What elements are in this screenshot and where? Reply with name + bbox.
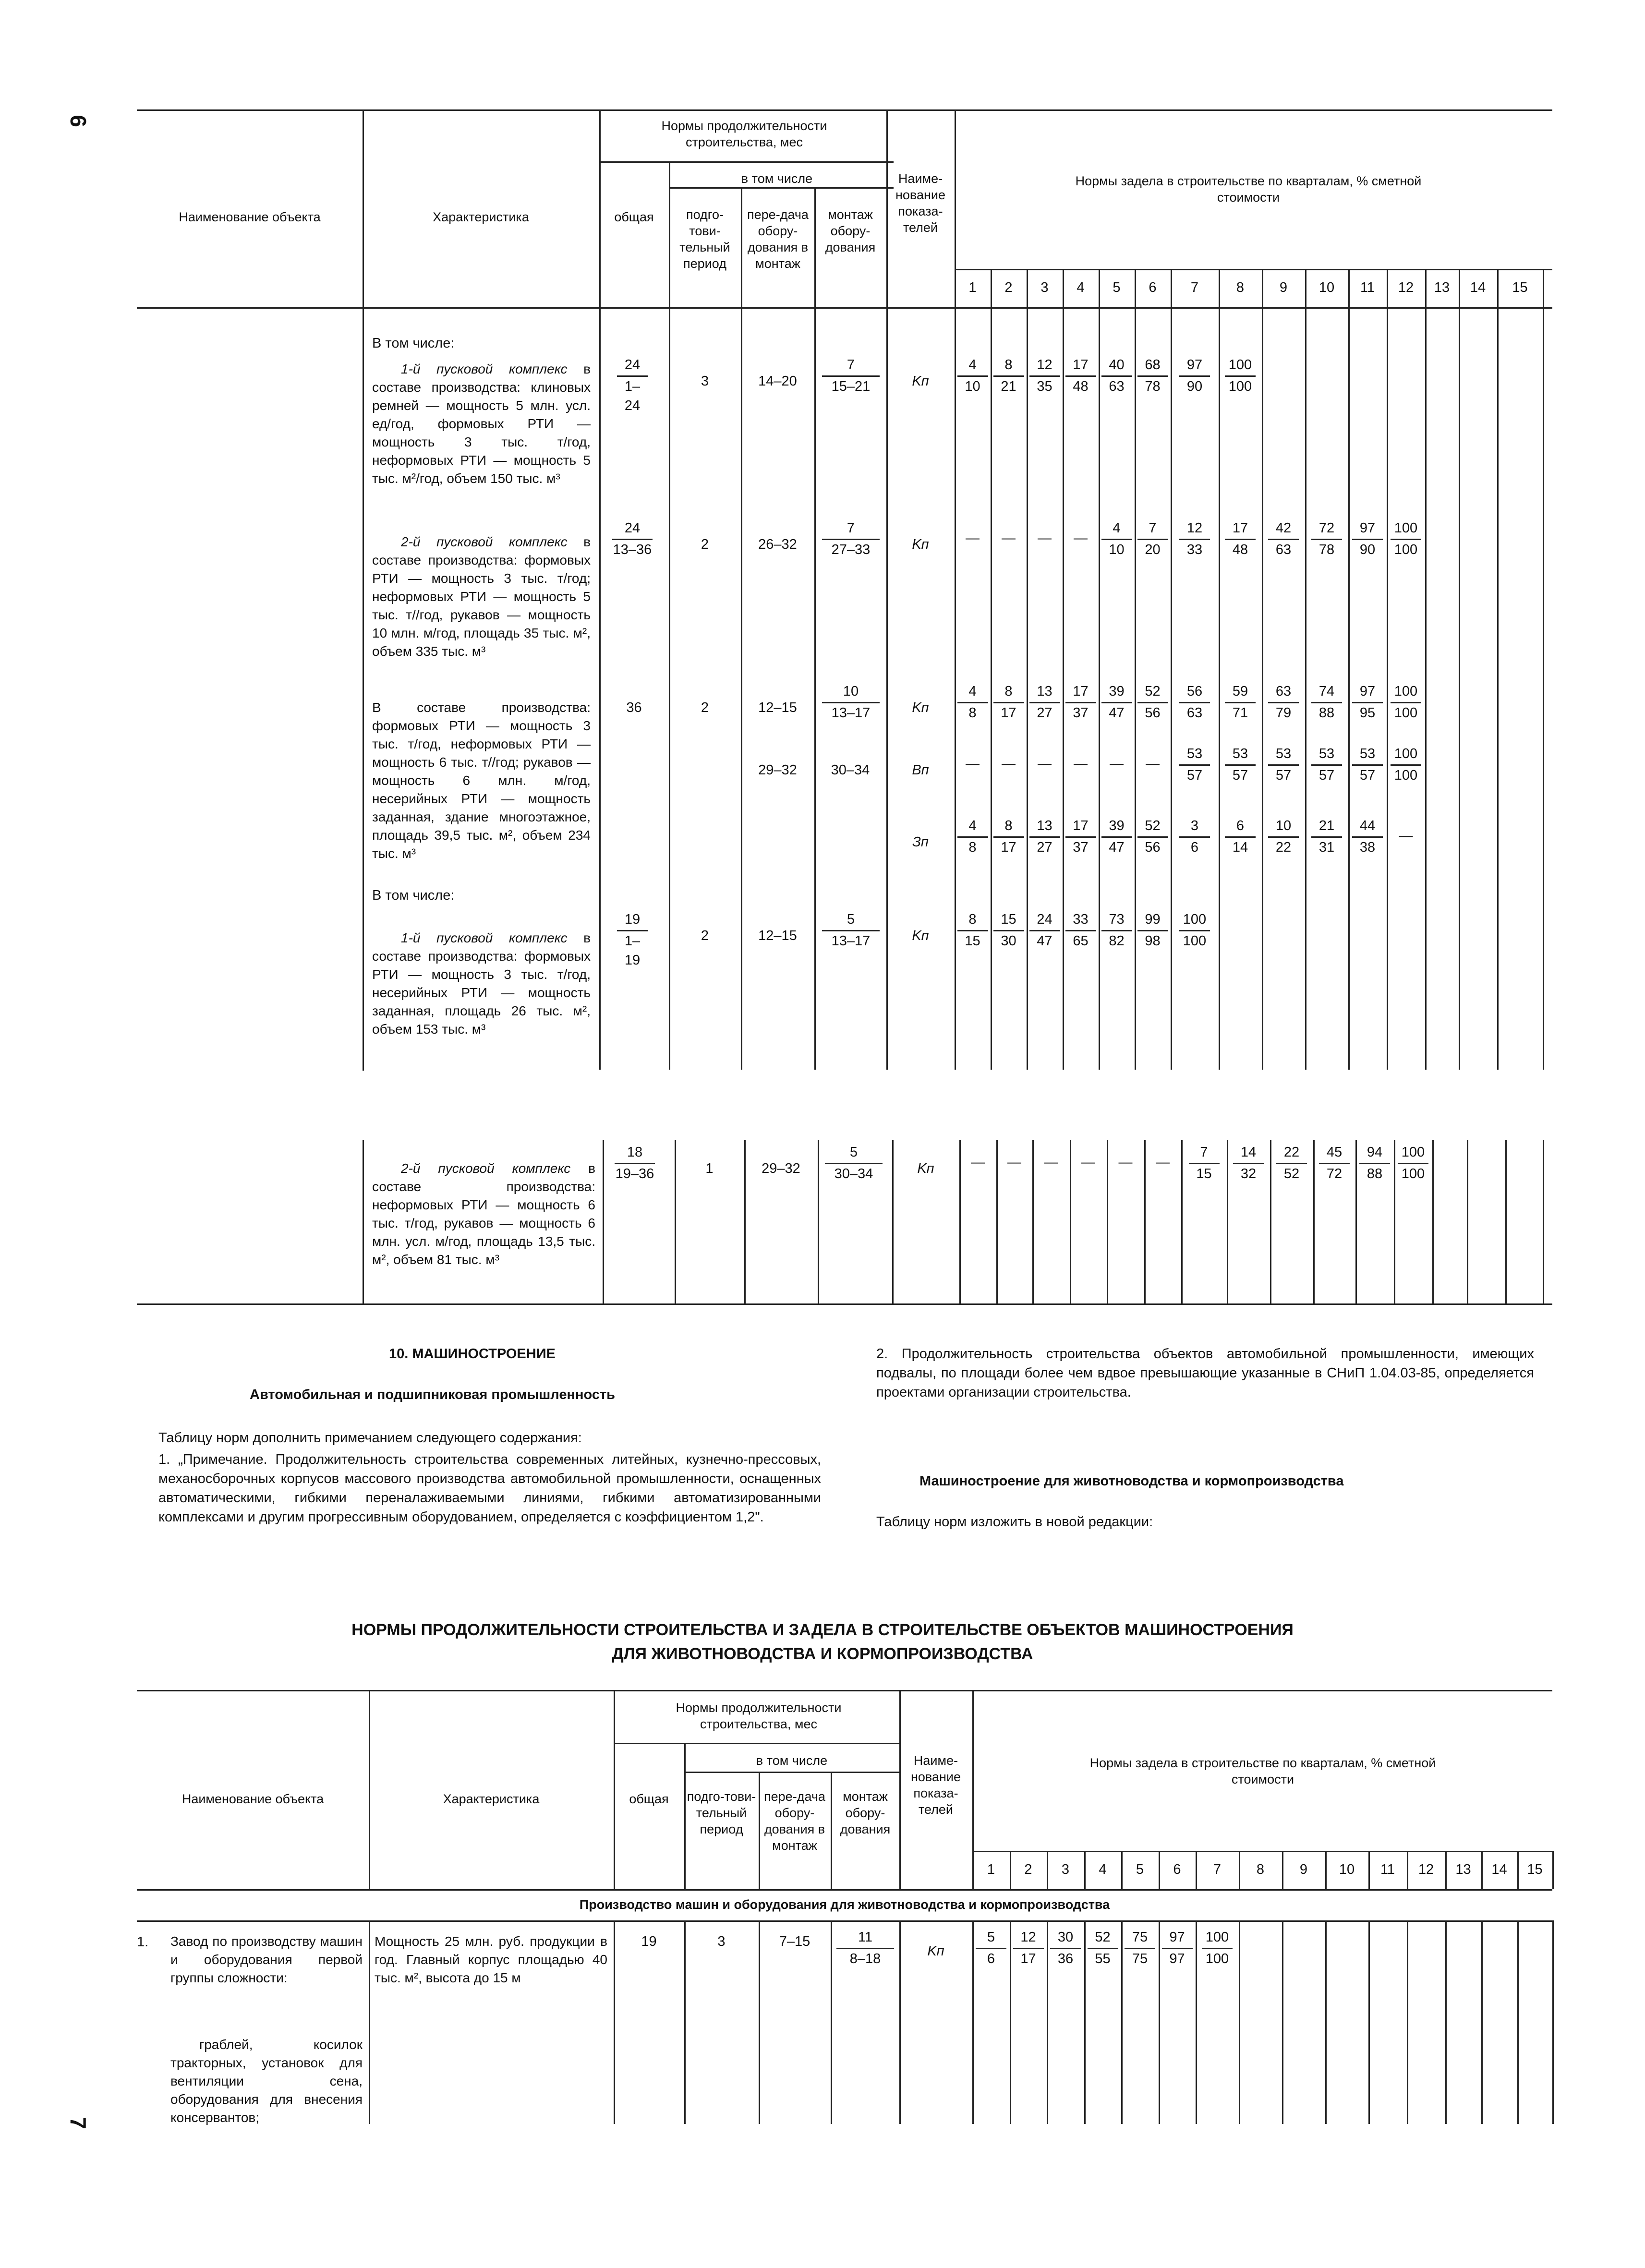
b-header-prep: подго-тови-тельный период <box>687 1789 756 1836</box>
row6-q9: $\frac{22}{52}$ <box>1276 1143 1307 1183</box>
big-title-line2: ДЛЯ ЖИВОТНОВОДСТВА И КОРМОПРОИЗВОДСТВА <box>612 1645 1033 1663</box>
header-char-col: Характеристика <box>433 210 529 224</box>
cont-col-line <box>1227 1140 1228 1303</box>
row2-indicator: Kп <box>912 537 929 552</box>
cont-col-line <box>1432 1140 1434 1303</box>
b-header-indicator: Наиме-нование показа-телей <box>911 1753 961 1817</box>
header-total: общая <box>614 210 654 224</box>
header-indicator: Наиме-нование показа-телей <box>895 171 945 235</box>
top-quarter-4: 4 <box>1077 280 1085 295</box>
group-title: Производство машин и оборудования для животноводства и кормопроизводства <box>579 1897 1110 1912</box>
row3b-q9: $\frac{53}{57}$ <box>1268 744 1299 785</box>
row2-q4: — <box>1074 531 1088 546</box>
row6-q11: $\frac{94}{88}$ <box>1359 1143 1390 1183</box>
row3c-q5: $\frac{39}{47}$ <box>1101 816 1132 857</box>
bot-col-line <box>1325 1851 1327 1889</box>
cont-col-line <box>1313 1140 1315 1303</box>
bot-body-col-line <box>1282 1920 1283 2124</box>
row5-q6: $\frac{99}{98}$ <box>1137 910 1168 951</box>
bot-body-col-line <box>1047 1920 1048 2124</box>
bot-col-line <box>1407 1851 1408 1889</box>
top-col-line <box>1305 269 1306 1070</box>
bot-body-col-line <box>1552 1920 1554 2124</box>
row3b-q7: $\frac{53}{57}$ <box>1179 744 1210 785</box>
row2-total: $\frac{24}{13-36}$ <box>612 519 653 559</box>
row5-total: $\frac{19}{1-19}$ <box>617 910 648 951</box>
bot-col-line <box>1196 1851 1197 1889</box>
b-header-total: общая <box>629 1792 669 1806</box>
bot-body-col-line <box>1325 1920 1327 2124</box>
bot-body-col-line <box>1121 1920 1123 2124</box>
row6-q1: — <box>971 1155 985 1170</box>
b-row-mount: $\frac{11}{8-18}$ <box>836 1928 894 1968</box>
page-number-top: 6 <box>65 115 91 127</box>
b-row-char: Мощность 25 млн. руб. продукции в год. Главный корпус площадью 40 тыс. м², высота до 15 м <box>375 1934 607 1985</box>
bot-col-line <box>1084 1851 1086 1889</box>
row1-indicator: Kп <box>912 374 929 389</box>
row1-q3: $\frac{12}{35}$ <box>1029 355 1060 396</box>
row3a-q6: $\frac{52}{56}$ <box>1137 682 1168 723</box>
bot-col-line <box>1010 1851 1011 1889</box>
b-row-name2: граблей, косилок тракторных, установок для вентиляции сена, оборудования для внесения консервантов; <box>170 2037 363 2125</box>
row3a-q7: $\frac{56}{63}$ <box>1179 682 1210 723</box>
row3c-q10: $\frac{21}{31}$ <box>1311 816 1342 857</box>
row3a-q11: $\frac{97}{95}$ <box>1352 682 1383 723</box>
row1-char: 1-й пусковой комплекс в составе производства: клиновых ремней — мощность 5 млн. усл. ед/год, формовых РТИ — мощность 3 тыс. т/год, неформовых РТИ — мощность 5 тыс. м²/год, объем 150 тыс. м³ <box>372 362 591 486</box>
bot-col-line <box>1159 1851 1160 1889</box>
row4-in-that-label: В том числе: <box>372 888 455 903</box>
bot-col-line <box>1239 1851 1240 1889</box>
row1-total: $\frac{24}{1-24}$ <box>617 355 648 396</box>
b-header-in-that: в том числе <box>756 1753 828 1768</box>
header-zadel-title: Нормы задела в строительстве по кварталам, % сметной стоимости <box>1075 174 1422 205</box>
bot-quarter-14: 14 <box>1491 1862 1507 1877</box>
row6-q5: — <box>1118 1155 1133 1170</box>
row5-q3: $\frac{24}{47}$ <box>1029 910 1060 951</box>
row2-q3: — <box>1038 531 1052 546</box>
b-row-total: 19 <box>641 1934 657 1949</box>
row5-q5: $\frac{73}{82}$ <box>1101 910 1132 951</box>
row3a-q1: $\frac{4}{8}$ <box>957 682 988 723</box>
row3c-q7: $\frac{3}{6}$ <box>1179 816 1210 857</box>
bot-quarter-10: 10 <box>1339 1862 1355 1877</box>
bot-quarter-8: 8 <box>1256 1862 1265 1877</box>
row5-char: 1-й пусковой комплекс в составе производства: формовых РТИ — мощность 3 тыс. т/год, несерийных РТИ — мощность заданная, площадь 26 тыс. м², объем 153 тыс. м³ <box>372 930 591 1037</box>
row2-q6: $\frac{7}{20}$ <box>1137 519 1168 559</box>
b-header-zadel-title: Нормы задела в строительстве по кварталам, % сметной стоимости <box>1089 1756 1436 1786</box>
row3-indicator-k: Kп <box>912 700 929 715</box>
cont-col-line <box>1355 1140 1357 1303</box>
row3b-q11: $\frac{53}{57}$ <box>1352 744 1383 785</box>
brow-q1: $\frac{5}{6}$ <box>976 1928 1006 1968</box>
row5-q1: $\frac{8}{15}$ <box>957 910 988 951</box>
b-header-name-col: Наименование объекта <box>181 1792 324 1806</box>
row6-q2: — <box>1007 1155 1021 1170</box>
top-col-line <box>1387 269 1388 1070</box>
top-quarter-1: 1 <box>968 280 977 295</box>
brow-q2: $\frac{12}{17}$ <box>1013 1928 1044 1968</box>
row5-q4: $\frac{33}{65}$ <box>1065 910 1096 951</box>
cont-col-line <box>1543 1140 1544 1303</box>
bot-col-line <box>1282 1851 1283 1889</box>
bot-body-col-line <box>1481 1920 1483 2124</box>
row2-q1: — <box>966 531 980 546</box>
row3a-q2: $\frac{8}{17}$ <box>993 682 1024 723</box>
top-col-line <box>1171 269 1172 1070</box>
b-row-indicator: Kп <box>927 1943 944 1959</box>
row3c-q4: $\frac{17}{37}$ <box>1065 816 1096 857</box>
row3b-q5: — <box>1110 756 1124 772</box>
bot-col-line <box>1517 1851 1519 1889</box>
top-quarter-13: 13 <box>1434 280 1450 295</box>
bot-col-line <box>1368 1851 1370 1889</box>
cont-col-line <box>996 1140 998 1303</box>
cont-col-line <box>1505 1140 1507 1303</box>
row3c-q12: — <box>1399 828 1413 844</box>
row6-q7: $\frac{7}{15}$ <box>1189 1143 1220 1183</box>
bot-quarter-2: 2 <box>1024 1862 1032 1877</box>
b-row-num: 1. <box>137 1934 149 1950</box>
top-col-line <box>1063 269 1064 1070</box>
top-col-line <box>1348 269 1350 1070</box>
top-quarter-15: 15 <box>1512 280 1528 295</box>
brow-q5: $\frac{75}{75}$ <box>1125 1928 1155 1968</box>
bot-body-col-line <box>1407 1920 1408 2124</box>
row1-q6: $\frac{68}{78}$ <box>1137 355 1168 396</box>
section-para1: Таблицу норм дополнить примечанием следующего содержания: <box>158 1430 582 1446</box>
header-norms-title: Нормы продолжительности строительства, мес <box>661 119 827 149</box>
section-subheading2: Машиностроение для животноводства и кормопроизводства <box>919 1473 1344 1489</box>
row3b-q2: — <box>1002 756 1016 772</box>
cont-col-line <box>1394 1140 1395 1303</box>
top-quarter-3: 3 <box>1040 280 1049 295</box>
top-quarter-9: 9 <box>1279 280 1288 295</box>
row1-q7: $\frac{97}{90}$ <box>1179 355 1210 396</box>
row2-transfer: 26–32 <box>758 537 797 552</box>
row3b-mount: 30–34 <box>831 762 870 778</box>
row6-q10: $\frac{45}{72}$ <box>1319 1143 1350 1183</box>
row1-q4: $\frac{17}{48}$ <box>1065 355 1096 396</box>
top-col-line <box>1262 269 1263 1070</box>
row5-mount: $\frac{5}{13-17}$ <box>822 910 880 951</box>
row3c-q11: $\frac{44}{38}$ <box>1352 816 1383 857</box>
row3c-q1: $\frac{4}{8}$ <box>957 816 988 857</box>
row1-q5: $\frac{40}{63}$ <box>1101 355 1132 396</box>
section-subheading: Автомобильная и подшипниковая промышленность <box>250 1387 615 1402</box>
top-col-line <box>1027 269 1028 1070</box>
header-name-col: Наименование объекта <box>179 210 321 224</box>
bot-quarter-7: 7 <box>1213 1862 1222 1877</box>
row6-q6: — <box>1156 1155 1170 1170</box>
top-col-line <box>1497 269 1499 1070</box>
top-quarter-5: 5 <box>1113 280 1121 295</box>
bot-quarter-3: 3 <box>1061 1862 1070 1877</box>
b-header-char-col: Характеристика <box>443 1792 540 1806</box>
row1-q1: $\frac{4}{10}$ <box>957 355 988 396</box>
row3b-q1: — <box>966 756 980 772</box>
row3b-q12: $\frac{100}{100}$ <box>1391 744 1421 785</box>
top-col-line <box>1425 269 1427 1070</box>
row6-transfer: 29–32 <box>762 1161 800 1176</box>
cont-col-line <box>1107 1140 1108 1303</box>
row1-transfer: 14–20 <box>758 374 797 389</box>
cont-col-line <box>1270 1140 1271 1303</box>
row2-q10: $\frac{72}{78}$ <box>1311 519 1342 559</box>
row2-q8: $\frac{17}{48}$ <box>1225 519 1256 559</box>
b-header-transfer: пере-дача обору-дования в монтаж <box>764 1789 825 1853</box>
bot-quarter-15: 15 <box>1527 1862 1543 1877</box>
b-header-mount: монтаж обору-дования <box>840 1789 891 1836</box>
row3c-q6: $\frac{52}{56}$ <box>1137 816 1168 857</box>
bot-quarter-4: 4 <box>1099 1862 1107 1877</box>
row3-mount: $\frac{10}{13-17}$ <box>822 682 880 723</box>
bot-body-col-line <box>1010 1920 1011 2124</box>
row3a-q3: $\frac{13}{27}$ <box>1029 682 1060 723</box>
bot-quarter-6: 6 <box>1173 1862 1181 1877</box>
cont-col-line <box>1467 1140 1468 1303</box>
cont-col-line <box>1032 1140 1034 1303</box>
row1-q8: $\frac{100}{100}$ <box>1225 355 1256 396</box>
row6-indicator: Kп <box>917 1161 934 1176</box>
row3b-q8: $\frac{53}{57}$ <box>1225 744 1256 785</box>
bot-quarter-5: 5 <box>1136 1862 1144 1877</box>
bot-body-col-line <box>1084 1920 1086 2124</box>
row5-q2: $\frac{15}{30}$ <box>993 910 1024 951</box>
row1-mount: $\frac{7}{15-21}$ <box>822 355 880 396</box>
row6-q12: $\frac{100}{100}$ <box>1398 1143 1428 1183</box>
top-quarter-7: 7 <box>1190 280 1199 295</box>
bot-quarter-11: 11 <box>1380 1862 1395 1877</box>
top-quarter-12: 12 <box>1398 280 1414 295</box>
big-title-line1: НОРМЫ ПРОДОЛЖИТЕЛЬНОСТИ СТРОИТЕЛЬСТВА И ЗАДЕЛА В СТРОИТЕЛЬСТВЕ ОБЪЕКТОВ МАШИНОСТРОЕНИЯ <box>351 1621 1294 1639</box>
row3c-q2: $\frac{8}{17}$ <box>993 816 1024 857</box>
row3-char: В составе производства: формовых РТИ — мощность 3 тыс. т/год, неформовых РТИ — мощность 6 тыс. т//год; рукавов — мощность 6 млн. м/год, несерийных РТИ — мощность заданная, здание многоэтажное, площадь 39,5 тыс. м², объем 234 тыс. м³ <box>372 700 591 861</box>
bot-quarter-1: 1 <box>987 1862 995 1877</box>
row3b-transfer: 29–32 <box>758 762 797 778</box>
row6-char: 2-й пусковой комплекс в составе производства: неформовых РТИ — мощность 6 тыс. т/год, рукавов — мощность 6 млн. усл. м/год, площадь 13,5 тыс. м², объем 81 тыс. м³ <box>372 1161 596 1267</box>
bot-col-line <box>1121 1851 1123 1889</box>
row3a-q9: $\frac{63}{79}$ <box>1268 682 1299 723</box>
row5-prep: 2 <box>701 928 709 943</box>
row2-q2: — <box>1002 531 1016 546</box>
row2-q9: $\frac{42}{63}$ <box>1268 519 1299 559</box>
row3a-q5: $\frac{39}{47}$ <box>1101 682 1132 723</box>
row6-mount: $\frac{5}{30-34}$ <box>825 1143 883 1183</box>
top-quarter-2: 2 <box>1004 280 1013 295</box>
b-row-prep: 3 <box>717 1934 726 1949</box>
bot-quarter-9: 9 <box>1299 1862 1308 1877</box>
row3a-q12: $\frac{100}{100}$ <box>1391 682 1421 723</box>
row6-q8: $\frac{14}{32}$ <box>1233 1143 1264 1183</box>
row6-q3: — <box>1044 1155 1058 1170</box>
b-row-name: Завод по производству машин и оборудования первой группы сложности: <box>170 1934 363 1985</box>
row3b-q6: — <box>1146 756 1160 772</box>
b-row-transfer: 7–15 <box>779 1934 810 1949</box>
cont-col-line <box>1144 1140 1146 1303</box>
header-mount: монтаж обору-дования <box>825 207 876 254</box>
bot-body-col-line <box>1159 1920 1160 2124</box>
row5-q7: $\frac{100}{100}$ <box>1179 910 1210 951</box>
row-in-that-label: В том числе: <box>372 336 455 351</box>
top-col-line <box>1543 269 1544 1070</box>
row5-transfer: 12–15 <box>758 928 797 943</box>
bot-col-line <box>1445 1851 1447 1889</box>
bot-body-col-line <box>1517 1920 1519 2124</box>
page-number-bottom: 7 <box>65 2117 91 2129</box>
row3c-q9: $\frac{10}{22}$ <box>1268 816 1299 857</box>
section-para3: 2. Продолжительность строительства объектов автомобильной промышленности, имеющих подвалы, по площади более чем вдвое превышающие указанные в СНиП 1.04.03-85, определяется проектами организации строительства. <box>876 1346 1534 1400</box>
row3c-q3: $\frac{13}{27}$ <box>1029 816 1060 857</box>
bot-body-col-line <box>1445 1920 1447 2124</box>
row6-prep: 1 <box>705 1161 714 1176</box>
bot-quarter-13: 13 <box>1455 1862 1471 1877</box>
row3-total: 36 <box>626 700 642 715</box>
bot-quarter-12: 12 <box>1418 1862 1434 1877</box>
row2-char: 2-й пусковой комплекс в составе производства: формовых РТИ — мощность 3 тыс. т/год; неформовых РТИ — мощность 5 тыс. т//год, рукавов — мощность 10 млн. м/год, площадь 35 тыс. м², объем 335 тыс. м³ <box>372 534 591 659</box>
bot-body-col-line <box>1239 1920 1240 2124</box>
top-quarter-10: 10 <box>1318 280 1335 295</box>
top-col-line <box>1459 269 1460 1070</box>
top-col-line <box>1219 269 1220 1070</box>
row3a-q10: $\frac{74}{88}$ <box>1311 682 1342 723</box>
row6-q4: — <box>1081 1155 1095 1170</box>
row3b-indicator-b: Bп <box>912 762 929 778</box>
row3-transfer: 12–15 <box>758 700 797 715</box>
bot-col-line <box>1552 1851 1554 1889</box>
top-col-line <box>1135 269 1136 1070</box>
brow-q3: $\frac{30}{36}$ <box>1050 1928 1081 1968</box>
b-header-norms-title: Нормы продолжительности строительства, мес <box>676 1701 842 1731</box>
row5-indicator: Kп <box>912 928 929 943</box>
row2-q5: $\frac{4}{10}$ <box>1101 519 1132 559</box>
header-prep: подго-тови-тельный период <box>679 207 730 271</box>
row1-q2: $\frac{8}{21}$ <box>993 355 1024 396</box>
cont-col-line <box>1181 1140 1183 1303</box>
bot-col-line <box>1481 1851 1483 1889</box>
section-heading: 10. МАШИНОСТРОЕНИЕ <box>389 1346 556 1362</box>
bot-col-line <box>1047 1851 1048 1889</box>
row3a-q8: $\frac{59}{71}$ <box>1225 682 1256 723</box>
brow-q6: $\frac{97}{97}$ <box>1162 1928 1193 1968</box>
row3c-indicator-z: Зп <box>912 834 929 850</box>
top-quarter-11: 11 <box>1360 280 1375 295</box>
header-transfer: пере-дача обору-дования в монтаж <box>747 207 809 271</box>
top-quarter-6: 6 <box>1149 280 1157 295</box>
row3b-q4: — <box>1074 756 1088 772</box>
brow-q7: $\frac{100}{100}$ <box>1202 1928 1233 1968</box>
row3a-q4: $\frac{17}{37}$ <box>1065 682 1096 723</box>
top-col-line <box>1099 269 1100 1070</box>
brow-q4: $\frac{52}{55}$ <box>1088 1928 1118 1968</box>
top-quarter-14: 14 <box>1470 280 1486 295</box>
row3b-q3: — <box>1038 756 1052 772</box>
row2-mount: $\frac{7}{27-33}$ <box>822 519 880 559</box>
bot-body-col-line <box>1368 1920 1370 2124</box>
row2-q11: $\frac{97}{90}$ <box>1352 519 1383 559</box>
row3-prep: 2 <box>701 700 709 715</box>
row1-prep: 3 <box>701 374 709 389</box>
bot-body-col-line <box>1196 1920 1197 2124</box>
section-para2: 1. „Примечание. Продолжительность строительства современных литейных, кузнечно-прессовых, механосборочных корпусов массового производства автомобильной промышленности, оснащенных автоматическими, гибкими переналаживаемыми линиями, гибкими автоматизированными комплексами и другим прогрессивным оборудованием, определяется с коэффициентом 1,2". <box>158 1452 821 1525</box>
row3c-q8: $\frac{6}{14}$ <box>1225 816 1256 857</box>
row2-q12: $\frac{100}{100}$ <box>1391 519 1421 559</box>
row2-q7: $\frac{12}{33}$ <box>1179 519 1210 559</box>
top-quarter-8: 8 <box>1236 280 1245 295</box>
row2-prep: 2 <box>701 537 709 552</box>
header-in-that: в том числе <box>741 171 813 186</box>
cont-col-line <box>1070 1140 1071 1303</box>
row3b-q10: $\frac{53}{57}$ <box>1311 744 1342 785</box>
section-para4: Таблицу норм изложить в новой редакции: <box>876 1514 1153 1530</box>
top-col-line <box>991 269 992 1070</box>
row6-total: $\frac{18}{19-36}$ <box>615 1143 655 1183</box>
